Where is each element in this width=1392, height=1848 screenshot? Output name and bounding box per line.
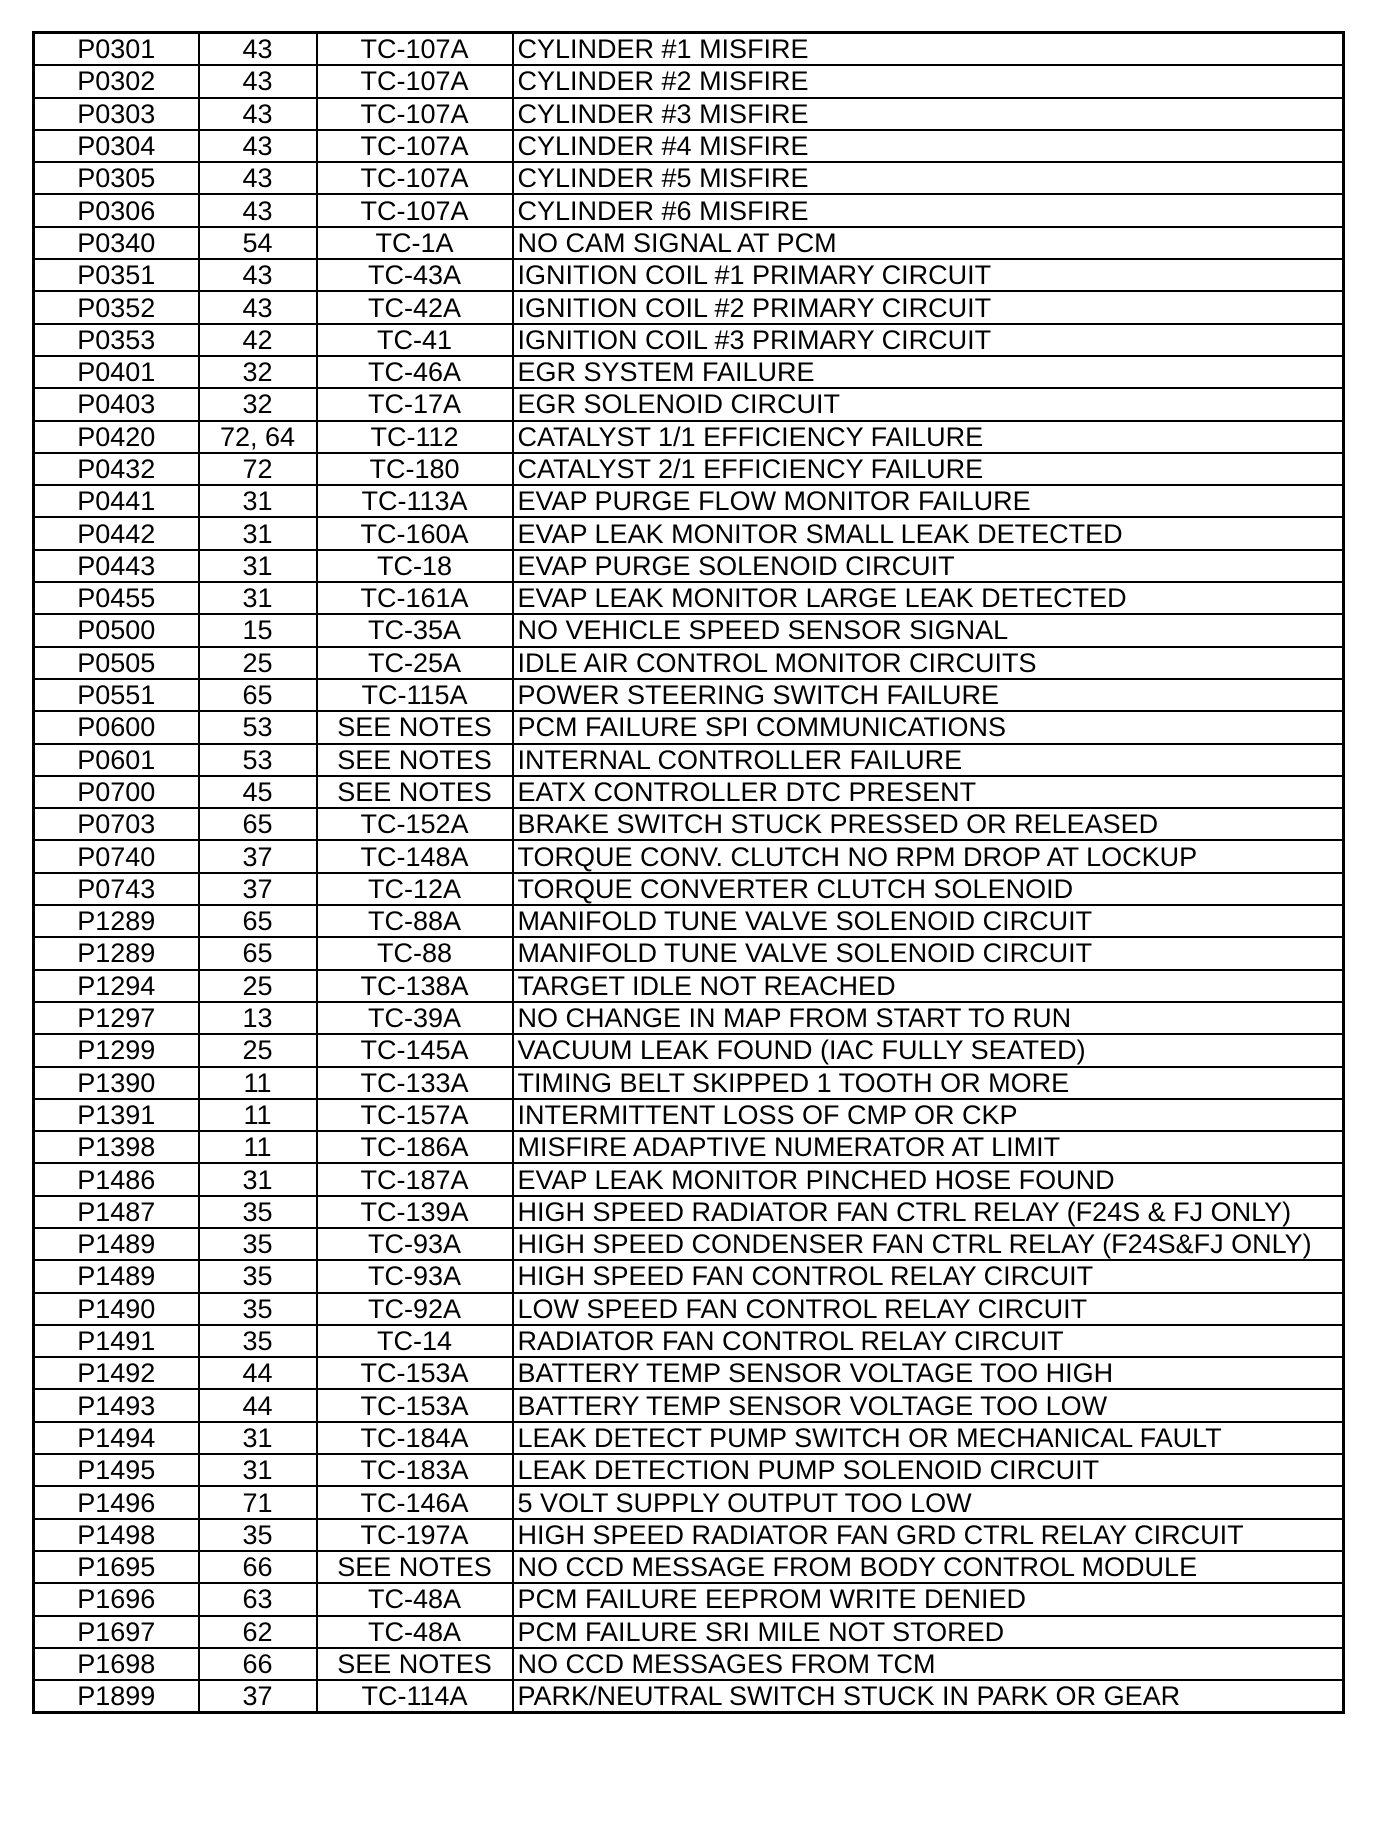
description-cell: HIGH SPEED FAN CONTROL RELAY CIRCUIT (513, 1260, 1344, 1292)
blink-code-cell: 44 (199, 1357, 317, 1389)
table-row (34, 1680, 1344, 1713)
table-row (34, 356, 1344, 388)
test-procedure-cell: TC-107A (317, 130, 513, 162)
dtc-code-cell: P1486 (34, 1163, 199, 1195)
blink-code-cell: 53 (199, 744, 317, 776)
test-procedure-cell: TC-88A (317, 905, 513, 937)
blink-code-cell: 31 (199, 485, 317, 517)
dtc-code-cell: P1493 (34, 1389, 199, 1421)
table-row (34, 1422, 1344, 1454)
table-row (34, 1551, 1344, 1583)
description-cell: LEAK DETECT PUMP SWITCH OR MECHANICAL FAULT (513, 1422, 1344, 1454)
blink-code-cell: 65 (199, 937, 317, 969)
blink-code-cell: 62 (199, 1616, 317, 1648)
description-cell: TORQUE CONV. CLUTCH NO RPM DROP AT LOCKUP (513, 840, 1344, 872)
dtc-code-cell: P1489 (34, 1228, 199, 1260)
description-cell: BRAKE SWITCH STUCK PRESSED OR RELEASED (513, 808, 1344, 840)
table-row (34, 324, 1344, 356)
dtc-code-cell: P0301 (34, 33, 199, 66)
test-procedure-cell: TC-112 (317, 421, 513, 453)
test-procedure-cell: TC-39A (317, 1002, 513, 1034)
description-cell: TARGET IDLE NOT REACHED (513, 970, 1344, 1002)
dtc-code-cell: P1289 (34, 937, 199, 969)
description-cell: MANIFOLD TUNE VALVE SOLENOID CIRCUIT (513, 937, 1344, 969)
test-procedure-cell: TC-187A (317, 1163, 513, 1195)
test-procedure-cell: TC-148A (317, 840, 513, 872)
table-row (34, 905, 1344, 937)
dtc-code-cell: P0304 (34, 130, 199, 162)
blink-code-cell: 43 (199, 259, 317, 291)
table-row (34, 970, 1344, 1002)
blink-code-cell: 11 (199, 1131, 317, 1163)
blink-code-cell: 31 (199, 517, 317, 549)
table-row (34, 1357, 1344, 1389)
dtc-code-cell: P1492 (34, 1357, 199, 1389)
test-procedure-cell: TC-160A (317, 517, 513, 549)
description-cell: EVAP LEAK MONITOR PINCHED HOSE FOUND (513, 1163, 1344, 1195)
table-row (34, 388, 1344, 420)
description-cell: NO CAM SIGNAL AT PCM (513, 227, 1344, 259)
table-row (34, 679, 1344, 711)
description-cell: CYLINDER #4 MISFIRE (513, 130, 1344, 162)
blink-code-cell: 32 (199, 356, 317, 388)
dtc-code-cell: P1390 (34, 1067, 199, 1099)
test-procedure-cell: TC-46A (317, 356, 513, 388)
test-procedure-cell: TC-107A (317, 98, 513, 130)
table-row (34, 130, 1344, 162)
description-cell: POWER STEERING SWITCH FAILURE (513, 679, 1344, 711)
test-procedure-cell: TC-48A (317, 1616, 513, 1648)
test-procedure-cell: TC-48A (317, 1583, 513, 1615)
dtc-code-cell: P0351 (34, 259, 199, 291)
dtc-code-cell: P0353 (34, 324, 199, 356)
table-row (34, 485, 1344, 517)
table-row (34, 1648, 1344, 1680)
dtc-code-cell: P0505 (34, 647, 199, 679)
blink-code-cell: 35 (199, 1260, 317, 1292)
test-procedure-cell: SEE NOTES (317, 744, 513, 776)
dtc-code-cell: P1491 (34, 1325, 199, 1357)
blink-code-cell: 32 (199, 388, 317, 420)
table-row (34, 162, 1344, 194)
test-procedure-cell: TC-146A (317, 1486, 513, 1518)
description-cell: CYLINDER #6 MISFIRE (513, 194, 1344, 226)
dtc-code-cell: P1289 (34, 905, 199, 937)
description-cell: CYLINDER #3 MISFIRE (513, 98, 1344, 130)
blink-code-cell: 15 (199, 614, 317, 646)
dtc-code-cell: P1899 (34, 1680, 199, 1713)
description-cell: PCM FAILURE SPI COMMUNICATIONS (513, 711, 1344, 743)
blink-code-cell: 71 (199, 1486, 317, 1518)
table-row (34, 711, 1344, 743)
blink-code-cell: 44 (199, 1389, 317, 1421)
table-row (34, 1389, 1344, 1421)
table-row (34, 550, 1344, 582)
test-procedure-cell: TC-41 (317, 324, 513, 356)
table-row (34, 937, 1344, 969)
test-procedure-cell: TC-184A (317, 1422, 513, 1454)
dtc-code-cell: P1490 (34, 1293, 199, 1325)
blink-code-cell: 45 (199, 776, 317, 808)
blink-code-cell: 35 (199, 1228, 317, 1260)
description-cell: PARK/NEUTRAL SWITCH STUCK IN PARK OR GEAR (513, 1680, 1344, 1713)
table-row (34, 1067, 1344, 1099)
table-row (34, 840, 1344, 872)
table-row (34, 873, 1344, 905)
table-row (34, 517, 1344, 549)
table-row (34, 1131, 1344, 1163)
blink-code-cell: 31 (199, 550, 317, 582)
dtc-code-cell: P1495 (34, 1454, 199, 1486)
dtc-code-cell: P1696 (34, 1583, 199, 1615)
dtc-code-cell: P1695 (34, 1551, 199, 1583)
dtc-code-cell: P0600 (34, 711, 199, 743)
test-procedure-cell: TC-12A (317, 873, 513, 905)
blink-code-cell: 65 (199, 808, 317, 840)
blink-code-cell: 35 (199, 1293, 317, 1325)
test-procedure-cell: TC-153A (317, 1357, 513, 1389)
dtc-code-cell: P0443 (34, 550, 199, 582)
dtc-code-cell: P0601 (34, 744, 199, 776)
test-procedure-cell: SEE NOTES (317, 1648, 513, 1680)
table-row (34, 1034, 1344, 1066)
description-cell: NO VEHICLE SPEED SENSOR SIGNAL (513, 614, 1344, 646)
dtc-code-cell: P0551 (34, 679, 199, 711)
blink-code-cell: 31 (199, 1163, 317, 1195)
blink-code-cell: 54 (199, 227, 317, 259)
description-cell: EVAP LEAK MONITOR SMALL LEAK DETECTED (513, 517, 1344, 549)
description-cell: HIGH SPEED RADIATOR FAN CTRL RELAY (F24S & FJ ONLY) (513, 1196, 1344, 1228)
dtc-code-cell: P1398 (34, 1131, 199, 1163)
dtc-code-cell: P0442 (34, 517, 199, 549)
description-cell: PCM FAILURE EEPROM WRITE DENIED (513, 1583, 1344, 1615)
test-procedure-cell: TC-1A (317, 227, 513, 259)
dtc-code-cell: P1391 (34, 1099, 199, 1131)
test-procedure-cell: TC-114A (317, 1680, 513, 1713)
dtc-code-cell: P0305 (34, 162, 199, 194)
description-cell: CYLINDER #5 MISFIRE (513, 162, 1344, 194)
description-cell: INTERNAL CONTROLLER FAILURE (513, 744, 1344, 776)
test-procedure-cell: TC-180 (317, 453, 513, 485)
test-procedure-cell: TC-113A (317, 485, 513, 517)
dtc-table-body (34, 33, 1344, 1713)
blink-code-cell: 31 (199, 1422, 317, 1454)
table-row (34, 1163, 1344, 1195)
test-procedure-cell: TC-186A (317, 1131, 513, 1163)
table-row (34, 1583, 1344, 1615)
blink-code-cell: 25 (199, 647, 317, 679)
dtc-code-cell: P0700 (34, 776, 199, 808)
description-cell: EVAP PURGE FLOW MONITOR FAILURE (513, 485, 1344, 517)
dtc-code-cell: P0743 (34, 873, 199, 905)
test-procedure-cell: TC-25A (317, 647, 513, 679)
table-row (34, 582, 1344, 614)
description-cell: EATX CONTROLLER DTC PRESENT (513, 776, 1344, 808)
blink-code-cell: 43 (199, 291, 317, 323)
test-procedure-cell: TC-88 (317, 937, 513, 969)
table-row (34, 647, 1344, 679)
description-cell: MANIFOLD TUNE VALVE SOLENOID CIRCUIT (513, 905, 1344, 937)
test-procedure-cell: TC-153A (317, 1389, 513, 1421)
blink-code-cell: 35 (199, 1196, 317, 1228)
description-cell: EVAP PURGE SOLENOID CIRCUIT (513, 550, 1344, 582)
description-cell: INTERMITTENT LOSS OF CMP OR CKP (513, 1099, 1344, 1131)
table-row (34, 1196, 1344, 1228)
table-row (34, 65, 1344, 97)
blink-code-cell: 63 (199, 1583, 317, 1615)
dtc-code-cell: P1297 (34, 1002, 199, 1034)
test-procedure-cell: TC-139A (317, 1196, 513, 1228)
test-procedure-cell: TC-107A (317, 162, 513, 194)
table-row (34, 614, 1344, 646)
dtc-code-cell: P0455 (34, 582, 199, 614)
description-cell: LEAK DETECTION PUMP SOLENOID CIRCUIT (513, 1454, 1344, 1486)
dtc-code-cell: P1294 (34, 970, 199, 1002)
test-procedure-cell: TC-107A (317, 194, 513, 226)
table-row (34, 808, 1344, 840)
description-cell: CYLINDER #1 MISFIRE (513, 33, 1344, 66)
dtc-code-cell: P0303 (34, 98, 199, 130)
description-cell: CATALYST 2/1 EFFICIENCY FAILURE (513, 453, 1344, 485)
blink-code-cell: 31 (199, 1454, 317, 1486)
table-row (34, 453, 1344, 485)
table-row (34, 98, 1344, 130)
blink-code-cell: 35 (199, 1519, 317, 1551)
test-procedure-cell: TC-133A (317, 1067, 513, 1099)
description-cell: IGNITION COIL #2 PRIMARY CIRCUIT (513, 291, 1344, 323)
table-row (34, 1260, 1344, 1292)
description-cell: IDLE AIR CONTROL MONITOR CIRCUITS (513, 647, 1344, 679)
test-procedure-cell: TC-17A (317, 388, 513, 420)
description-cell: MISFIRE ADAPTIVE NUMERATOR AT LIMIT (513, 1131, 1344, 1163)
dtc-code-cell: P0401 (34, 356, 199, 388)
blink-code-cell: 43 (199, 130, 317, 162)
description-cell: CYLINDER #2 MISFIRE (513, 65, 1344, 97)
blink-code-cell: 42 (199, 324, 317, 356)
test-procedure-cell: TC-107A (317, 33, 513, 66)
blink-code-cell: 43 (199, 162, 317, 194)
description-cell: BATTERY TEMP SENSOR VOLTAGE TOO LOW (513, 1389, 1344, 1421)
blink-code-cell: 35 (199, 1325, 317, 1357)
table-row (34, 1454, 1344, 1486)
dtc-code-cell: P0302 (34, 65, 199, 97)
test-procedure-cell: TC-42A (317, 291, 513, 323)
blink-code-cell: 65 (199, 905, 317, 937)
blink-code-cell: 53 (199, 711, 317, 743)
dtc-code-cell: P1498 (34, 1519, 199, 1551)
blink-code-cell: 43 (199, 194, 317, 226)
table-row (34, 421, 1344, 453)
description-cell: RADIATOR FAN CONTROL RELAY CIRCUIT (513, 1325, 1344, 1357)
dtc-code-cell: P0306 (34, 194, 199, 226)
table-row (34, 1228, 1344, 1260)
table-row (34, 1099, 1344, 1131)
description-cell: NO CHANGE IN MAP FROM START TO RUN (513, 1002, 1344, 1034)
test-procedure-cell: TC-92A (317, 1293, 513, 1325)
test-procedure-cell: TC-14 (317, 1325, 513, 1357)
description-cell: PCM FAILURE SRI MILE NOT STORED (513, 1616, 1344, 1648)
blink-code-cell: 72, 64 (199, 421, 317, 453)
blink-code-cell: 25 (199, 970, 317, 1002)
blink-code-cell: 37 (199, 1680, 317, 1713)
table-row (34, 291, 1344, 323)
blink-code-cell: 11 (199, 1099, 317, 1131)
description-cell: HIGH SPEED RADIATOR FAN GRD CTRL RELAY CIRCUIT (513, 1519, 1344, 1551)
test-procedure-cell: TC-93A (317, 1260, 513, 1292)
description-cell: TORQUE CONVERTER CLUTCH SOLENOID (513, 873, 1344, 905)
dtc-code-cell: P0740 (34, 840, 199, 872)
description-cell: TIMING BELT SKIPPED 1 TOOTH OR MORE (513, 1067, 1344, 1099)
blink-code-cell: 43 (199, 98, 317, 130)
blink-code-cell: 66 (199, 1648, 317, 1680)
blink-code-cell: 43 (199, 33, 317, 66)
description-cell: IGNITION COIL #3 PRIMARY CIRCUIT (513, 324, 1344, 356)
dtc-code-cell: P0340 (34, 227, 199, 259)
dtc-code-cell: P0420 (34, 421, 199, 453)
dtc-code-cell: P0403 (34, 388, 199, 420)
blink-code-cell: 13 (199, 1002, 317, 1034)
dtc-code-cell: P1487 (34, 1196, 199, 1228)
table-row (34, 776, 1344, 808)
blink-code-cell: 66 (199, 1551, 317, 1583)
table-row (34, 259, 1344, 291)
test-procedure-cell: TC-183A (317, 1454, 513, 1486)
test-procedure-cell: TC-145A (317, 1034, 513, 1066)
dtc-table (32, 31, 1345, 1714)
description-cell: NO CCD MESSAGE FROM BODY CONTROL MODULE (513, 1551, 1344, 1583)
dtc-code-cell: P0703 (34, 808, 199, 840)
test-procedure-cell: TC-93A (317, 1228, 513, 1260)
description-cell: IGNITION COIL #1 PRIMARY CIRCUIT (513, 259, 1344, 291)
description-cell: LOW SPEED FAN CONTROL RELAY CIRCUIT (513, 1293, 1344, 1325)
description-cell: BATTERY TEMP SENSOR VOLTAGE TOO HIGH (513, 1357, 1344, 1389)
test-procedure-cell: TC-18 (317, 550, 513, 582)
description-cell: EGR SYSTEM FAILURE (513, 356, 1344, 388)
description-cell: EGR SOLENOID CIRCUIT (513, 388, 1344, 420)
description-cell: 5 VOLT SUPPLY OUTPUT TOO LOW (513, 1486, 1344, 1518)
description-cell: VACUUM LEAK FOUND (IAC FULLY SEATED) (513, 1034, 1344, 1066)
test-procedure-cell: TC-107A (317, 65, 513, 97)
table-row (34, 1616, 1344, 1648)
description-cell: EVAP LEAK MONITOR LARGE LEAK DETECTED (513, 582, 1344, 614)
test-procedure-cell: TC-152A (317, 808, 513, 840)
dtc-code-cell: P1496 (34, 1486, 199, 1518)
dtc-code-cell: P1697 (34, 1616, 199, 1648)
test-procedure-cell: TC-43A (317, 259, 513, 291)
blink-code-cell: 43 (199, 65, 317, 97)
test-procedure-cell: SEE NOTES (317, 1551, 513, 1583)
test-procedure-cell: SEE NOTES (317, 711, 513, 743)
blink-code-cell: 11 (199, 1067, 317, 1099)
description-cell: CATALYST 1/1 EFFICIENCY FAILURE (513, 421, 1344, 453)
table-row (34, 227, 1344, 259)
test-procedure-cell: TC-138A (317, 970, 513, 1002)
blink-code-cell: 37 (199, 873, 317, 905)
description-cell: HIGH SPEED CONDENSER FAN CTRL RELAY (F24S&FJ ONLY) (513, 1228, 1344, 1260)
dtc-code-cell: P0432 (34, 453, 199, 485)
table-row (34, 194, 1344, 226)
table-row (34, 1519, 1344, 1551)
table-row (34, 744, 1344, 776)
table-row (34, 1325, 1344, 1357)
test-procedure-cell: TC-35A (317, 614, 513, 646)
table-row (34, 33, 1344, 66)
table-row (34, 1486, 1344, 1518)
dtc-code-cell: P0500 (34, 614, 199, 646)
dtc-code-cell: P1489 (34, 1260, 199, 1292)
test-procedure-cell: TC-197A (317, 1519, 513, 1551)
blink-code-cell: 37 (199, 840, 317, 872)
dtc-code-cell: P1299 (34, 1034, 199, 1066)
test-procedure-cell: TC-157A (317, 1099, 513, 1131)
dtc-code-cell: P0441 (34, 485, 199, 517)
test-procedure-cell: SEE NOTES (317, 776, 513, 808)
blink-code-cell: 31 (199, 582, 317, 614)
blink-code-cell: 25 (199, 1034, 317, 1066)
description-cell: NO CCD MESSAGES FROM TCM (513, 1648, 1344, 1680)
blink-code-cell: 65 (199, 679, 317, 711)
dtc-code-cell: P1494 (34, 1422, 199, 1454)
table-row (34, 1293, 1344, 1325)
dtc-code-cell: P1698 (34, 1648, 199, 1680)
blink-code-cell: 72 (199, 453, 317, 485)
table-row (34, 1002, 1344, 1034)
dtc-code-cell: P0352 (34, 291, 199, 323)
test-procedure-cell: TC-161A (317, 582, 513, 614)
test-procedure-cell: TC-115A (317, 679, 513, 711)
